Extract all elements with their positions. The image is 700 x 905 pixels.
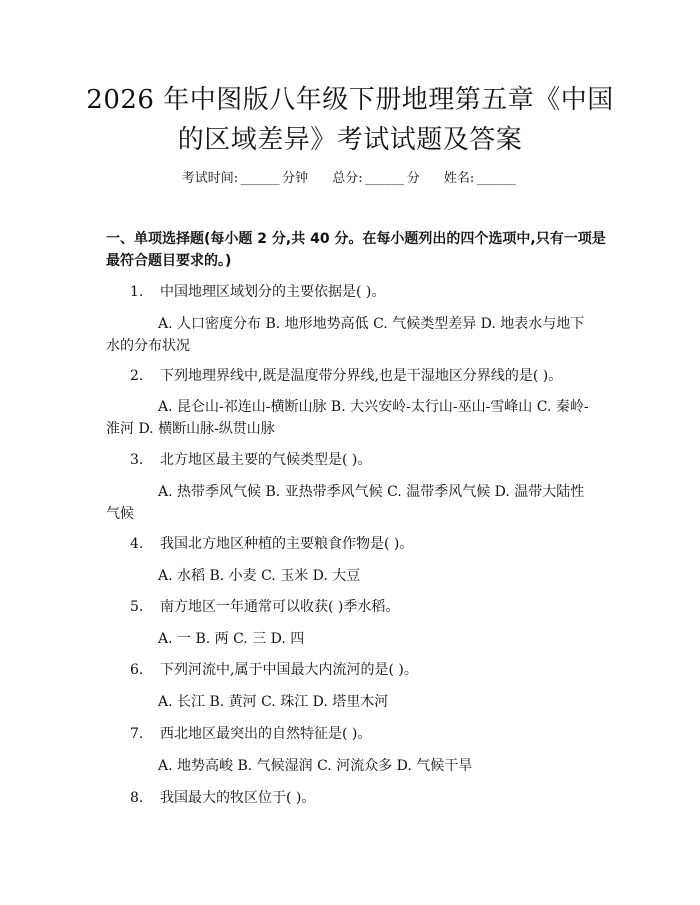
exam-time [182,170,308,188]
question-stem [130,788,610,808]
exam-meta [0,170,700,188]
question-stem [130,366,610,386]
exam-time-label: 考试时间: [181,171,239,186]
total-score-label: 总分: [332,171,363,186]
question-text: 中国地理区域划分的主要依据是( )。 [160,284,386,300]
question-text: 我国最大的牧区位于( )。 [160,790,316,806]
exam-time-unit: 分钟 [282,171,309,186]
question-number: 2. [130,368,144,384]
total-score-blank: ______ [365,171,405,186]
student-name [444,170,518,188]
question-stem [130,534,610,554]
question-text: 南方地区一年通常可以收获( )季水稻。 [160,599,400,615]
question-number: 4. [130,536,144,552]
section-heading: 一、单项选择题(每小题 2 分,共 40 分。在每小题列出的四个选项中,只有一项是最符合题目要求的。) [106,231,606,269]
question-number: 8. [130,790,144,806]
question-number: 1. [130,284,144,300]
question-options: A. 人口密度分布 B. 地形地势高低 C. 气候类型差异 D. 地表水与地下水的分布状况 [106,316,585,354]
total-score-unit: 分 [406,171,420,186]
question-number: 3. [130,452,144,468]
question-text: 我国北方地区种植的主要粮食作物是( )。 [160,536,414,552]
question-options: A. 水稻 B. 小麦 C. 玉米 D. 大豆 [158,568,361,584]
question-stem [130,282,610,302]
question-number: 5. [130,599,144,615]
question-options: A. 热带季风气候 B. 亚热带季风气候 C. 温带季风气候 D. 温带大陆性气候 [106,484,585,522]
question-number: 6. [130,662,144,678]
title-line-1: 2026 年中图版八年级下册地理第五章《中国 [86,85,614,115]
exam-time-blank: ______ [240,171,280,186]
question-stem [130,660,610,680]
question-options: A. 昆仑山-祁连山-横断山脉 B. 大兴安岭-太行山-巫山-雪峰山 C. 秦岭-淮河 D. 横断山脉-纵贯山脉 [106,399,589,437]
title-line-2: 的区域差异》考试试题及答案 [177,125,523,155]
total-score [332,170,419,188]
question-options: A. 长江 B. 黄河 C. 珠江 D. 塔里木河 [158,694,389,710]
question-text: 下列河流中,属于中国最大内流河的是( )。 [160,662,418,678]
question-stem [130,597,610,617]
student-name-label: 姓名: [443,171,475,186]
question-options: A. 地势高峻 B. 气候湿润 C. 河流众多 D. 气候干旱 [158,758,473,774]
question-number: 7. [130,726,144,742]
document-title [60,80,640,160]
question-options: A. 一 B. 两 C. 三 D. 四 [158,631,305,647]
question-text: 下列地理界线中,既是温度带分界线,也是干湿地区分界线的是( )。 [160,368,563,384]
question-stem [130,724,610,744]
student-name-blank: ______ [476,171,516,186]
question-text: 北方地区最主要的气候类型是( )。 [160,452,372,468]
question-text: 西北地区最突出的自然特征是( )。 [160,726,372,742]
question-stem [130,450,610,470]
